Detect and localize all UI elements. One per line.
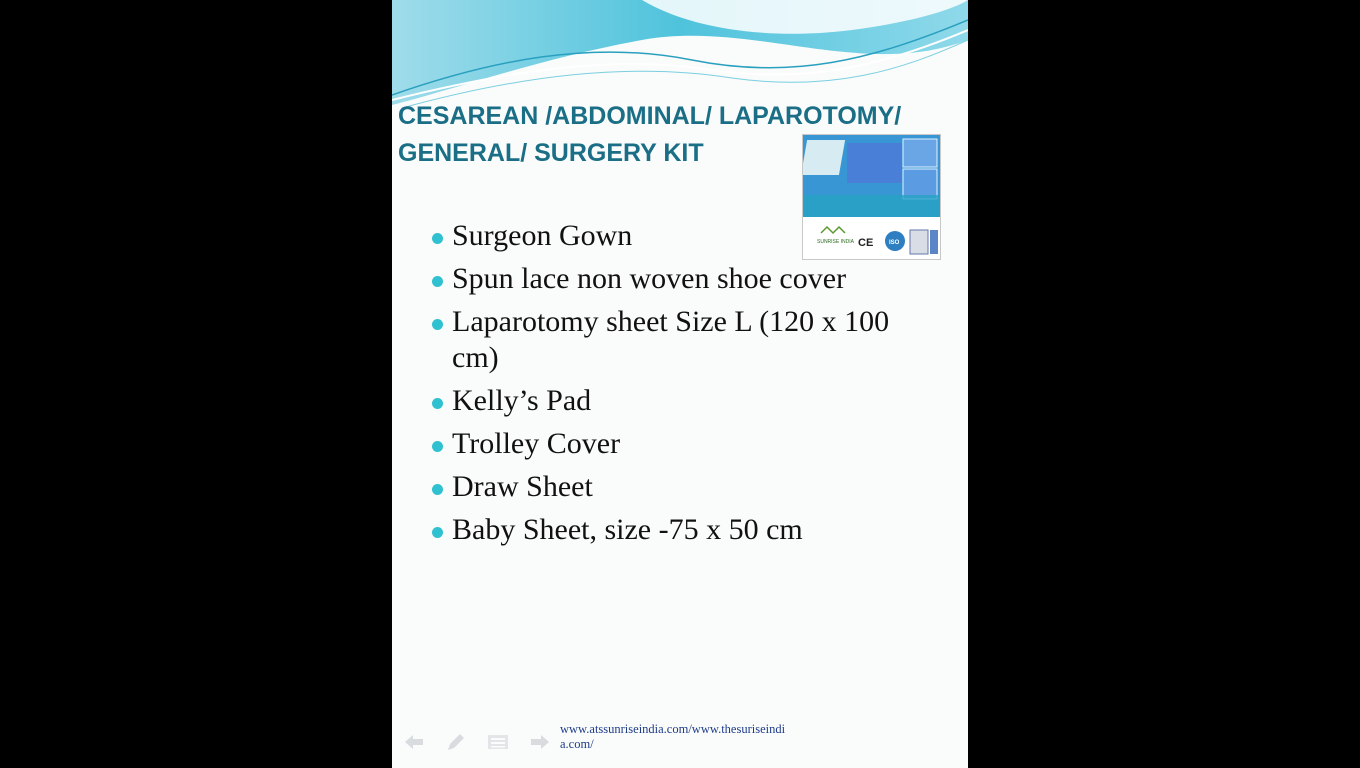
list-item: Trolley Cover <box>432 426 932 462</box>
slide <box>392 0 968 768</box>
title-line-1: CESAREAN /ABDOMINAL/ LAPAROTOMY/ <box>398 102 902 130</box>
menu-icon[interactable] <box>486 730 510 754</box>
list-item: Surgeon Gown <box>432 218 932 254</box>
back-arrow-icon[interactable] <box>402 730 426 754</box>
kit-item-list <box>432 218 932 555</box>
title-line-2: GENERAL/ SURGERY KIT <box>398 139 704 167</box>
list-item: Baby Sheet, size -75 x 50 cm <box>432 512 932 548</box>
footer-url[interactable]: www.atssunriseindia.com/www.thesuriseindia.com/ <box>560 722 786 751</box>
list-item: Laparotomy sheet Size L (120 x 100 cm) <box>432 304 932 376</box>
ce-mark: CE <box>858 237 874 249</box>
list-item: Draw Sheet <box>432 469 932 505</box>
slideshow-nav <box>402 730 552 754</box>
logo-text: SUNRISE INDIA <box>817 239 854 245</box>
pen-icon[interactable] <box>444 730 468 754</box>
iso-badge: ISO <box>889 240 900 246</box>
list-item: Kelly’s Pad <box>432 383 932 419</box>
list-item: Spun lace non woven shoe cover <box>432 261 932 297</box>
forward-arrow-icon[interactable] <box>528 730 552 754</box>
header-waves <box>392 0 968 110</box>
